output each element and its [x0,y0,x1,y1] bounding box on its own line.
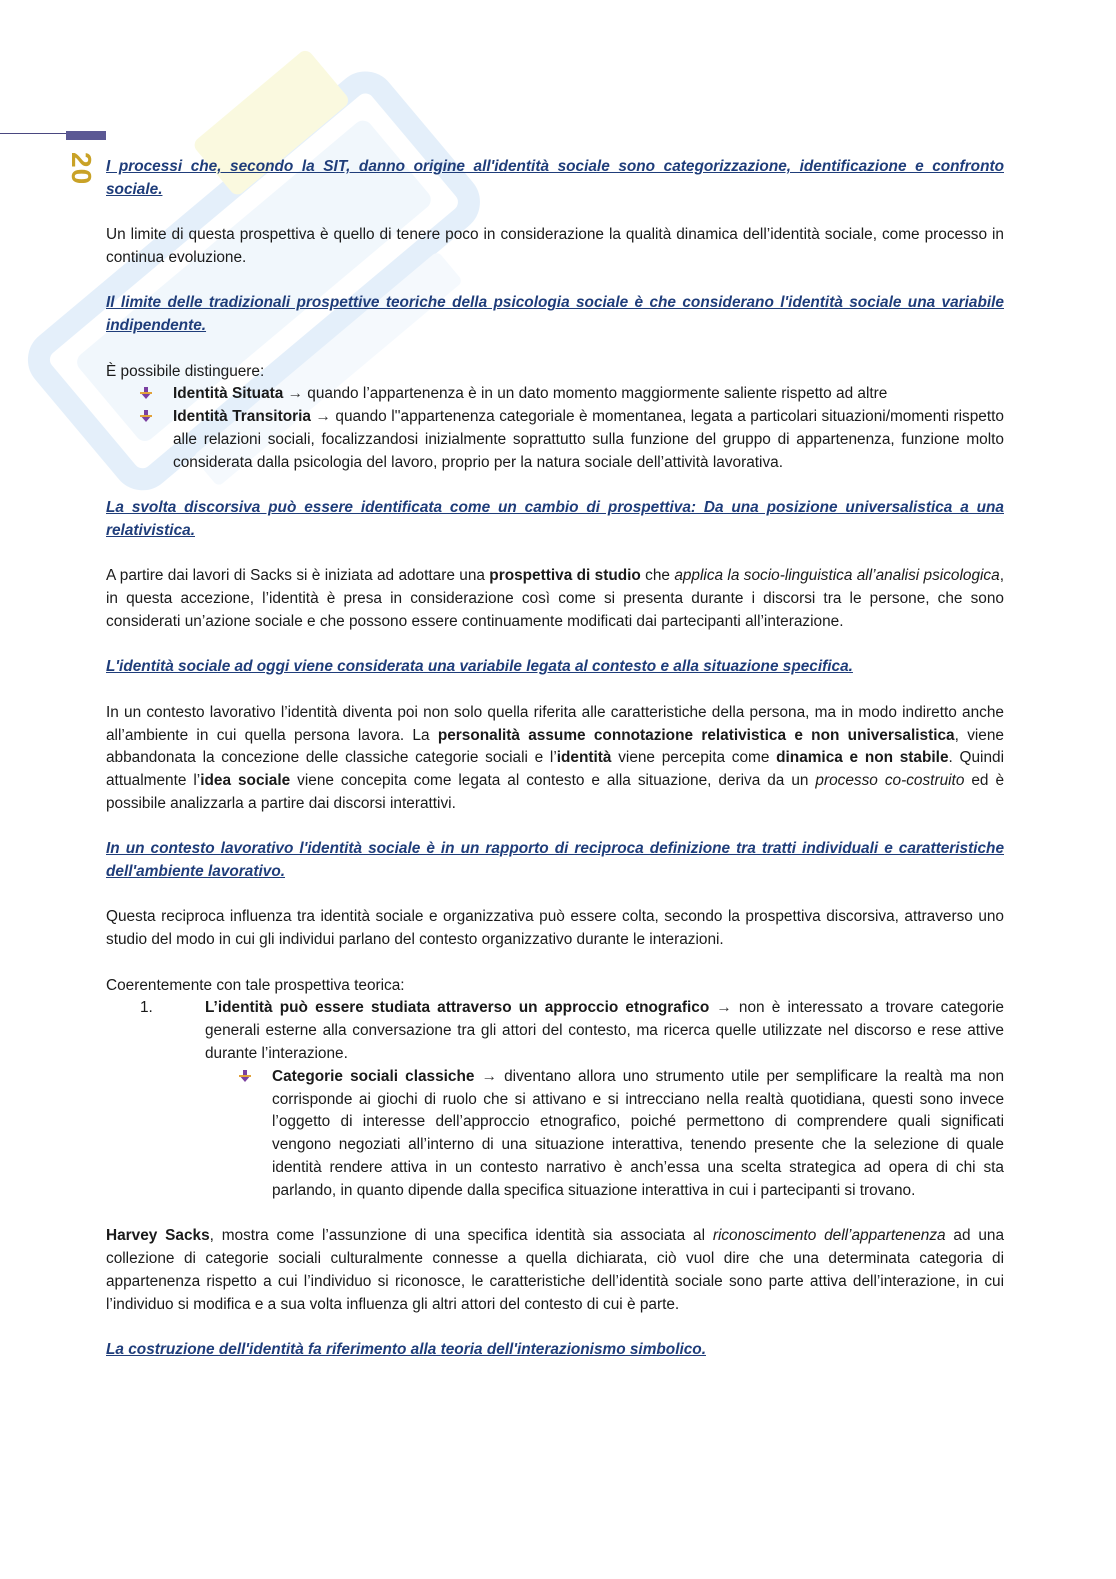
list-term: Identità Transitoria [173,408,311,426]
list-item [173,406,1004,474]
arrow-bullet-icon [139,386,153,400]
paragraph-distinguish-intro: È possibile distinguere: [106,362,265,380]
highlight-traditional-limit: Il limite delle tradizionali prospettive teoriche della psicologia sociale è che considerano l'identità sociale una variabile indipendente. [106,294,1004,335]
highlight-context-variable: L'identità sociale ad oggi viene considerata una variabile legata al contesto e alla situazione specifica. [106,658,853,676]
paragraph-coherent-intro: Coerentemente con tale prospettiva teorica: [106,976,405,994]
arrow-bullet-icon [238,1069,252,1083]
highlight-symbolic-interactionism: La costruzione dell'identità fa riferimento alla teoria dell'interazionismo simbolico. [106,1341,706,1358]
identity-types-list [106,383,1004,474]
arrow-right-icon: → [315,408,331,426]
paragraph-reciprocal-influence: Questa reciproca influenza tra identità sociale e organizzativa può essere colta, secondo la prospettiva discorsiva, attraverso uno studio del modo in cui gli individui parlano del contesto organizzativo durante le interazioni. [106,908,1004,949]
list-number: 1. [140,999,153,1017]
list-item [272,1066,1004,1203]
numbered-list [106,997,1004,1202]
arrow-right-icon: → [481,1067,497,1085]
arrow-right-icon: → [716,999,732,1017]
list-item [140,997,1005,1202]
list-term: Identità Situata [173,385,284,403]
paragraph-limit: Un limite di questa prospettiva è quello di tenere poco in considerazione la qualità dinamica dell’identità sociale, come processo in continua evoluzione. [106,226,1004,266]
paragraph-harvey-sacks: Harvey Sacks, mostra come l’assunzione di una specifica identità sia associata al riconoscimento dell’appartenenza ad una collezione di categorie sociali culturalmente connesse a quella dichiarata, ciò vuol dire che una determinata categoria di appartenenza rispetto a cui l’individuo si riconosce, le caratteristiche dell’identità sociale sono parte attiva dell’interazione, in cui l’individuo si modifica e a sua volta influenza gli altri attori del contesto di cui è parte. [106,1227,1004,1313]
list-text: quando l’appartenenza è in un dato momento maggiormente saliente rispetto ad altre [302,385,888,403]
highlight-sit-processes: I processi che, secondo la SIT, danno origine all'identità sociale sono categorizzazione, identificazione e confronto sociale. [106,158,1004,198]
document-body [106,156,1004,1384]
list-text: quando l''appartenenza categoriale è momentanea, legata a particolari situazioni/momenti rispetto alle relazioni sociali, focalizzandosi inizialmente soprattutto sulla funzione del gruppo di appartenenza, funzione molto considerata dalla psicologia del lavoro, proprio per la natura sociale dell’attività lavorativa. [173,408,1004,471]
list-term: L’identità può essere studiata attraverso un approccio etnografico [205,999,710,1017]
page-number: 20 [66,152,97,186]
list-text: diventano allora uno strumento utile per semplificare la realtà ma non corrisponde ai giochi di ruolo che si attivano e si intrecciano nella realtà quotidiana, questi sono invece l’oggetto di interesse dell’approccio etnografico, poiché permettono di comprendere quali significati vengono negoziati all’interno di una situazione interattiva, tenendo presente che la selezione di quale identità rendere attiva in un contesto narrativo è anch’essa una scelta strategica ad opera di chi sta parlando, in quanto dipende dalla specifica situazione interattiva in cui i partecipanti si trovano. [272,1067,1005,1199]
list-term: Categorie sociali classiche [272,1067,475,1085]
highlight-discursive-turn: La svolta discorsiva può essere identificata come un cambio di prospettiva: Da una posizione universalistica a una relativistica. [106,499,1004,539]
paragraph-sacks-works: A partire dai lavori di Sacks si è iniziata ad adottare una prospettiva di studio che applica la socio-linguistica all’analisi psicologica, in questa accezione, l’identità è presa in considerazione così come si presenta durante i discorsi tra le persone, che sono considerati un’azione sociale e che possono essere continuamente modificati dai partecipanti all’interazione. [106,567,1004,630]
paragraph-work-context: In un contesto lavorativo l’identità diventa poi non solo quella riferita alle caratteristiche della persona, ma in modo indiretto anche all’ambiente in cui quella persona lavora. La personalità assume connotazione relativistica e non universalistica, viene abbandonata la concezione delle classiche categorie sociali e l’identità viene percepita come dinamica e non stabile. Quindi attualmente l’idea sociale viene concepita come legata al contesto e alla situazione, deriva da un processo co-costruito ed è possibile analizzarla a partire dai discorsi interattivi. [106,703,1005,812]
highlight-reciprocal-definition: In un contesto lavorativo l'identità sociale è in un rapporto di reciproca definizione tra tratti individuali e caratteristiche dell'ambiente lavorativo. [106,840,1004,881]
list-text: non è interessato a trovare categorie generali esterne alla conversazione tra gli attori del contesto, ma ricerca quelle utilizzate nel discorso e rese attive durante l’interazione. [205,999,1004,1063]
sub-list [205,1066,1004,1203]
list-item [173,383,1004,406]
arrow-bullet-icon [139,409,153,423]
arrow-right-icon: → [287,385,303,403]
